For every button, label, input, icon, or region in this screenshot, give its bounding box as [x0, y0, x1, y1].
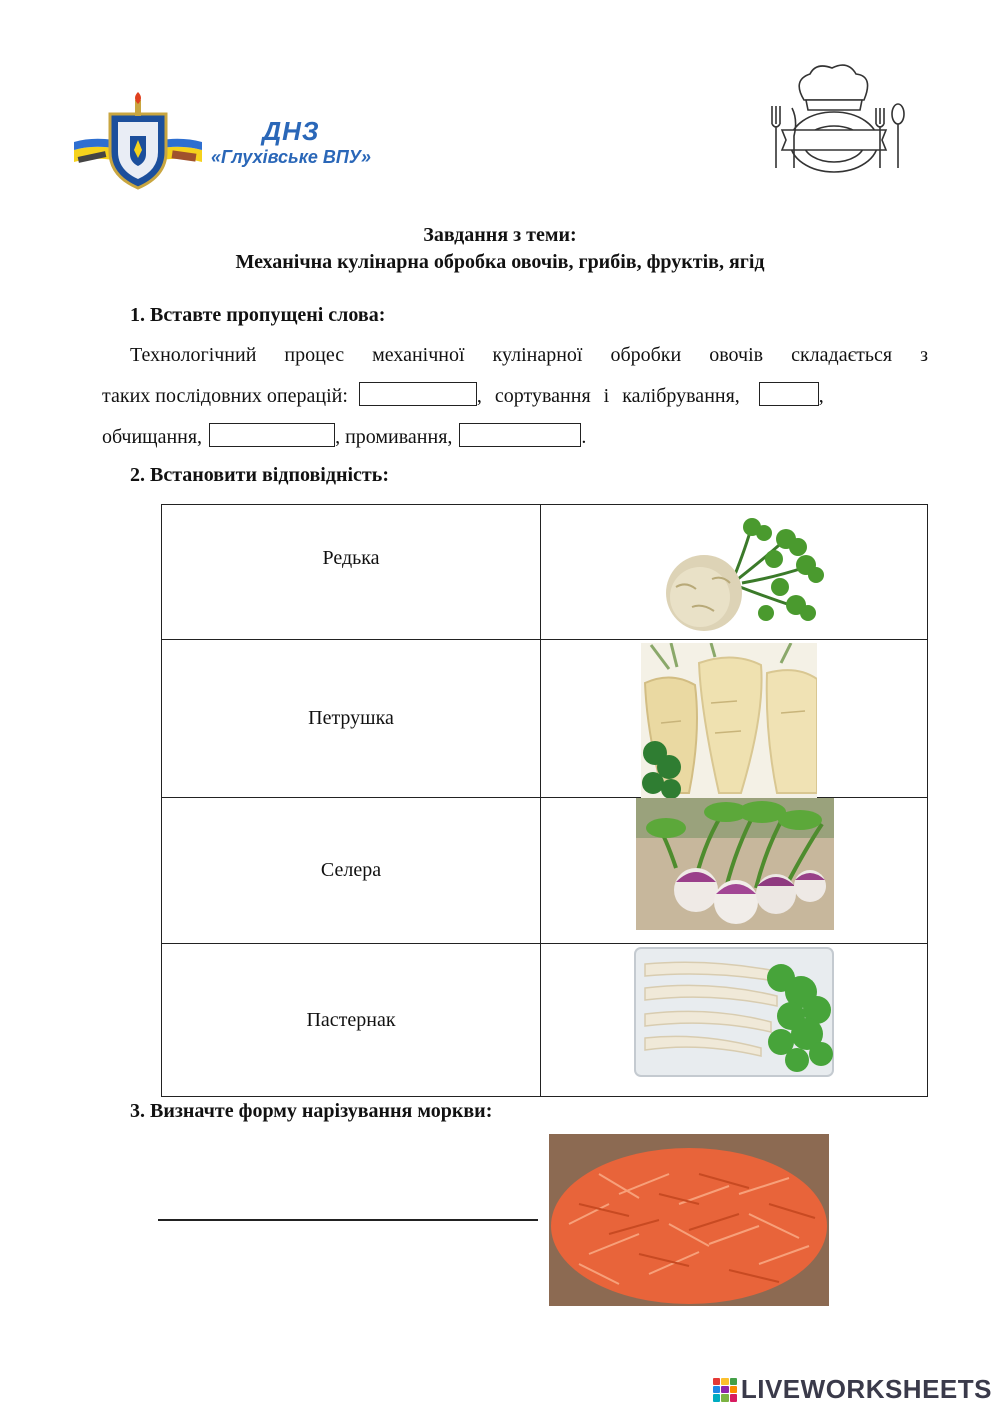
task2-heading: 2. Встановити відповідність:: [130, 464, 389, 486]
task1-line-2-text-a: таких послідовних операцій:: [102, 385, 348, 407]
title-line-1: Завдання з теми:: [423, 224, 577, 246]
vegetable-name: Селера: [320, 859, 382, 881]
vegetable-name: Редька: [322, 547, 380, 569]
logo-line-1: ДНЗ: [262, 116, 320, 146]
answer-line-input[interactable]: [158, 1219, 538, 1221]
vegetable-name: Пастернак: [306, 1009, 396, 1031]
task1-heading: 1. Вставте пропущені слова:: [130, 304, 386, 326]
task1-line-3-text-c: .: [581, 426, 587, 448]
task1-line-2-text-c: ,: [818, 385, 824, 407]
liveworksheets-logo-icon: [713, 1378, 737, 1402]
chef-hat-plate-logo: [752, 60, 914, 178]
celeriac-photo[interactable]: [656, 517, 826, 633]
matching-table: [161, 504, 928, 1097]
task1-line-2-text-b: , сортування і калібрування,: [476, 385, 740, 407]
blank-input-3[interactable]: [209, 423, 335, 447]
vegetable-name: Петрушка: [308, 707, 394, 729]
blank-input-2[interactable]: [759, 382, 819, 406]
task1-line-3-text-b: , промивання,: [335, 426, 453, 448]
task3-heading: 3. Визначте форму нарізування моркви:: [130, 1100, 493, 1122]
blank-input-1[interactable]: [359, 382, 477, 406]
turnip-photo[interactable]: [636, 798, 834, 930]
table-row: [162, 944, 927, 1097]
school-name-logo: [206, 116, 376, 168]
parsley-roots-photo[interactable]: [631, 944, 837, 1082]
vegetable-name-cell: [162, 798, 540, 943]
task1-line-1: Технологічний процес механічної кулінарної обробки овочів складається з: [130, 344, 928, 366]
task1-line-3: [102, 417, 928, 458]
task1-line-2: [102, 376, 928, 417]
table-row: [162, 505, 927, 640]
julienne-carrot-photo[interactable]: [549, 1134, 829, 1306]
vegetable-name-cell: [162, 944, 540, 1097]
liveworksheets-text: LIVEWORKSHEETS: [740, 1374, 992, 1404]
logo-line-2: «Глухівське ВПУ»: [211, 147, 371, 167]
task1-line-3-text-a: обчищання,: [102, 426, 203, 448]
title-line-2: Механічна кулінарна обробка овочів, грибів, фруктів, ягід: [235, 251, 765, 273]
table-row: [162, 798, 927, 944]
school-emblem-logo: [72, 92, 204, 196]
vegetable-name-cell: [162, 640, 540, 797]
table-row: [162, 640, 927, 798]
blank-input-4[interactable]: [459, 423, 581, 447]
liveworksheets-brand: [713, 1374, 992, 1405]
vegetable-name-cell: [162, 505, 540, 639]
parsnip-roots-photo[interactable]: [641, 643, 817, 798]
